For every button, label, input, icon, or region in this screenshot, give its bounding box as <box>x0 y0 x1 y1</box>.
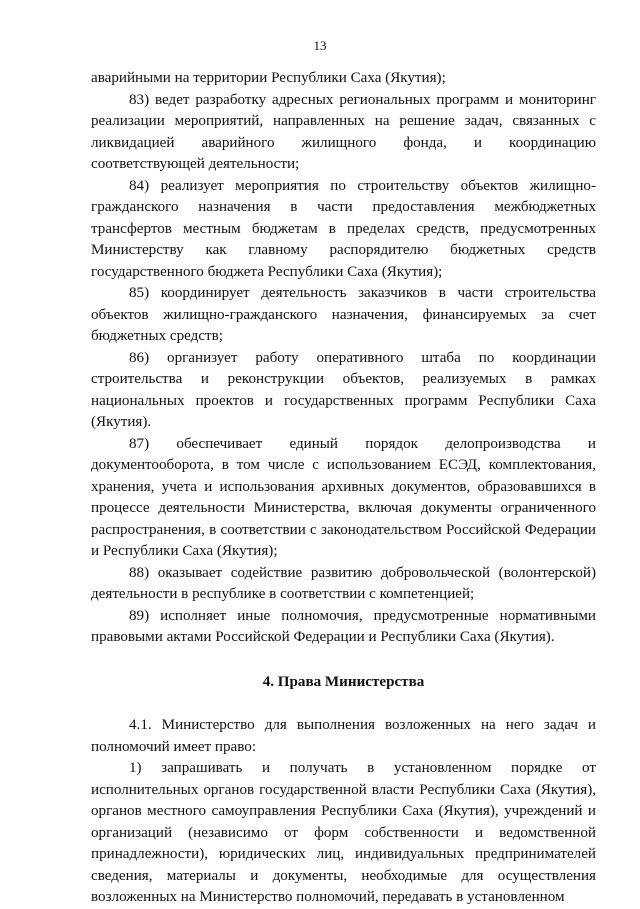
paragraph-item-89: 89) исполняет иные полномочия, предусмотренные нормативными правовыми актами Российской Федерации и Республики Саха (Якутия). <box>91 607 596 645</box>
paragraph-continuation: аварийными на территории Республики Саха (Якутия); <box>91 70 446 86</box>
paragraph-item-88: 88) оказывает содействие развитию добровольческой (волонтерской) деятельности в республике в соответствии с компетенцией; <box>91 564 596 602</box>
section-title: 4. Права Министерства <box>262 673 425 690</box>
paragraph-item-87: 87) обеспечивает единый порядок делопроизводства и документооборота, в том числе с использованием ЕСЭД, комплектования, хранения, учета и использования архивных документов, образовавшихся в процессе деятельности Министерства, включая документы ограниченного распространения, в соответствии с законодательством Российской Федерации и Республики Саха (Якутия); <box>91 435 596 559</box>
paragraph-item-84: 84) реализует мероприятия по строительству объектов жилищно-гражданского назначения в части предоставления межбюджетных трансфертов местным бюджетам в пределах средств, предусмотренных Министерству как главному распорядителю бюджетных средств государственного бюджета Республики Саха (Якутия); <box>91 177 596 280</box>
paragraph-item-86: 86) организует работу оперативного штаба по координации строительства и реконструкции объектов, реализуемых в рамках национальных проектов и государственных программ Республики Саха (Якутия). <box>91 349 596 430</box>
paragraph-clause-4-1: 4.1. Министерство для выполнения возложенных на него задач и полномочий имеет право: <box>91 717 596 755</box>
paragraph-right-1: 1) запрашивать и получать в установленном порядке от исполнительных органов государственной власти Республики Саха (Якутия), органов местного самоуправления Республики Саха (Якутия), учреждений и организаций (независимо от форм собственности и ведомственной принадлежности), юридических лиц, индивидуальных предпринимателей сведения, материалы и документы, необходимые для осуществления возложенных на Министерство полномочий, передавать в установленном <box>91 760 596 905</box>
paragraph-item-85: 85) координирует деятельность заказчиков в части строительства объектов жилищно-гражданского назначения, финансируемых за счет бюджетных средств; <box>91 285 596 344</box>
document-body <box>91 68 596 909</box>
paragraph-item-83: 83) ведет разработку адресных региональных программ и мониторинг реализации мероприятий, направленных на решение задач, связанных с ликвидацией аварийного жилищного фонда, и координацию соответствующей деятельности; <box>91 91 596 172</box>
page-number: 13 <box>313 38 327 53</box>
